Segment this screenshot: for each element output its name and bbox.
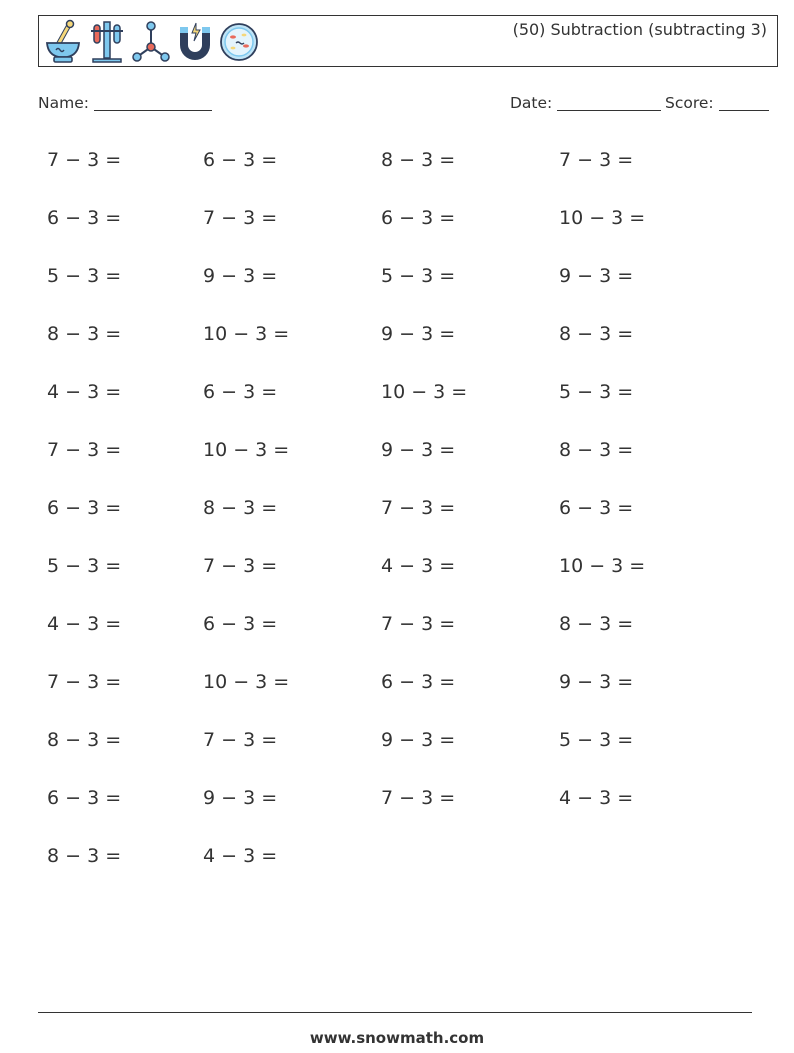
problem-item: 5 − 3 =	[47, 265, 122, 287]
problem-item: 6 − 3 =	[203, 149, 278, 171]
molecule-icon	[131, 19, 171, 65]
problem-item: 8 − 3 =	[203, 497, 278, 519]
problem-item: 10 − 3 =	[203, 323, 290, 345]
problem-item: 8 − 3 =	[559, 439, 634, 461]
problem-item: 6 − 3 =	[203, 613, 278, 635]
footer-website: www.snowmath.com	[309, 1029, 485, 1047]
problem-item: 7 − 3 =	[203, 729, 278, 751]
name-line[interactable]	[94, 94, 212, 111]
problem-item: 9 − 3 =	[381, 729, 456, 751]
mortar-pestle-icon	[43, 19, 83, 65]
problem-item: 6 − 3 =	[203, 381, 278, 403]
problem-item: 10 − 3 =	[203, 439, 290, 461]
problem-item: 8 − 3 =	[559, 613, 634, 635]
problem-item: 9 − 3 =	[203, 787, 278, 809]
date-field[interactable]	[510, 94, 661, 112]
problem-item: 10 − 3 =	[381, 381, 468, 403]
petri-dish-icon	[219, 19, 259, 65]
problem-item: 7 − 3 =	[381, 787, 456, 809]
test-tubes-icon	[87, 19, 127, 65]
problem-item: 7 − 3 =	[381, 497, 456, 519]
problem-item: 6 − 3 =	[47, 207, 122, 229]
problem-item: 8 − 3 =	[381, 149, 456, 171]
problem-item: 10 − 3 =	[559, 207, 646, 229]
problem-item: 6 − 3 =	[559, 497, 634, 519]
problem-item: 6 − 3 =	[381, 207, 456, 229]
footer-divider	[38, 1012, 752, 1013]
score-label: Score:	[665, 94, 714, 112]
problem-item: 9 − 3 =	[559, 265, 634, 287]
problem-item: 8 − 3 =	[47, 323, 122, 345]
problem-item: 5 − 3 =	[559, 381, 634, 403]
score-line[interactable]	[719, 94, 769, 111]
problem-item: 5 − 3 =	[559, 729, 634, 751]
problem-item: 6 − 3 =	[47, 497, 122, 519]
problem-item: 9 − 3 =	[203, 265, 278, 287]
date-label: Date:	[510, 94, 553, 112]
problem-item: 7 − 3 =	[47, 671, 122, 693]
worksheet-header	[38, 15, 778, 67]
problem-item: 10 − 3 =	[559, 555, 646, 577]
score-field[interactable]	[665, 94, 769, 112]
worksheet-title: (50) Subtraction (subtracting 3)	[512, 20, 767, 39]
problem-item: 6 − 3 =	[381, 671, 456, 693]
problem-item: 9 − 3 =	[381, 323, 456, 345]
problem-item: 10 − 3 =	[203, 671, 290, 693]
problem-item: 6 − 3 =	[47, 787, 122, 809]
problem-item: 4 − 3 =	[203, 845, 278, 867]
problem-item: 7 − 3 =	[381, 613, 456, 635]
problem-item: 5 − 3 =	[47, 555, 122, 577]
problem-item: 7 − 3 =	[47, 149, 122, 171]
problem-item: 8 − 3 =	[47, 845, 122, 867]
problem-item: 4 − 3 =	[381, 555, 456, 577]
problem-item: 7 − 3 =	[47, 439, 122, 461]
name-label: Name:	[38, 94, 89, 112]
problem-item: 5 − 3 =	[381, 265, 456, 287]
problem-item: 7 − 3 =	[203, 555, 278, 577]
problem-item: 7 − 3 =	[203, 207, 278, 229]
problem-item: 4 − 3 =	[559, 787, 634, 809]
icon-row	[43, 19, 259, 65]
problem-item: 8 − 3 =	[559, 323, 634, 345]
magnet-icon	[175, 19, 215, 65]
problem-item: 4 − 3 =	[47, 613, 122, 635]
problem-item: 9 − 3 =	[559, 671, 634, 693]
name-field[interactable]	[38, 94, 212, 112]
problem-item: 4 − 3 =	[47, 381, 122, 403]
problem-item: 9 − 3 =	[381, 439, 456, 461]
problem-item: 8 − 3 =	[47, 729, 122, 751]
problem-item: 7 − 3 =	[559, 149, 634, 171]
date-line[interactable]	[557, 94, 661, 111]
